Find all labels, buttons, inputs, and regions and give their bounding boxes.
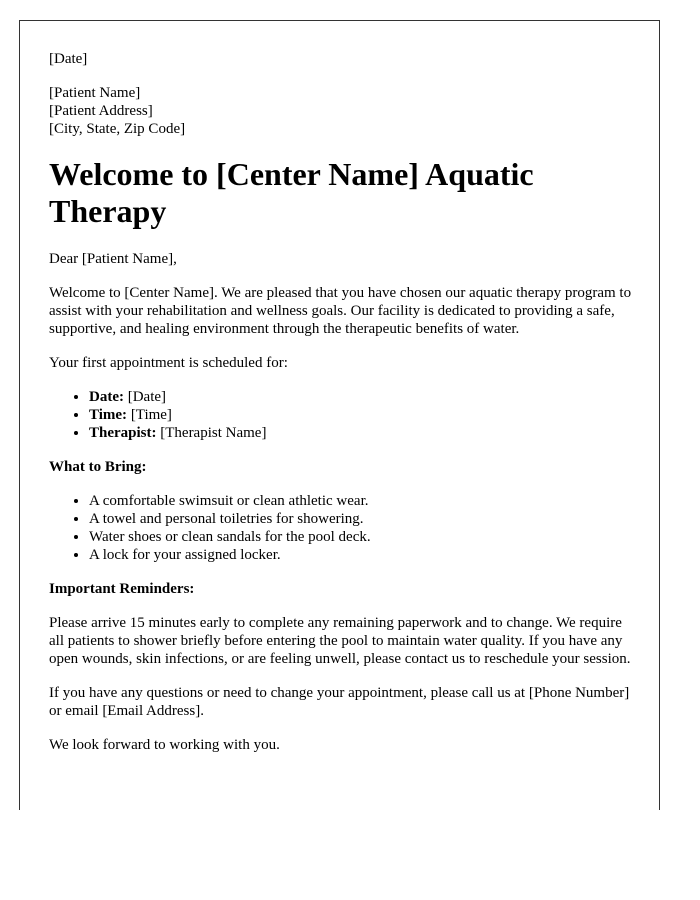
what-to-bring-list <box>49 492 634 564</box>
appointment-therapist-item <box>89 424 634 442</box>
recipient-address <box>49 84 634 138</box>
appointment-intro: Your first appointment is scheduled for: <box>49 355 288 371</box>
letter-date: [Date] <box>49 51 88 67</box>
appointment-time-label: Time: <box>89 407 128 423</box>
salutation: Dear [Patient Name], <box>49 251 177 267</box>
letter-page <box>19 20 660 810</box>
intro-paragraph: Welcome to [Center Name]. We are pleased that you have chosen our aquatic therapy program to assist with your rehabilitation and wellness goals. Our facility is dedicated to providing a safe, supportive, and healing environment through the therapeutic benefits of water. <box>49 285 632 337</box>
what-to-bring-heading: What to Bring: <box>49 459 147 475</box>
list-item: • A lock for your assigned locker. <box>89 546 634 564</box>
closing-line: We look forward to working with you. <box>49 737 280 753</box>
recipient-name: [Patient Name] <box>49 85 141 101</box>
appointment-time-item <box>89 406 634 424</box>
recipient-street: [Patient Address] <box>49 103 153 119</box>
list-item: • A comfortable swimsuit or clean athletic wear. <box>89 492 634 510</box>
contact-paragraph: If you have any questions or need to change your appointment, please call us at [Phone Number] or email [Email Address]. <box>49 685 630 719</box>
recipient-city-state-zip: [City, State, Zip Code] <box>49 121 186 137</box>
appointment-time-value: [Time] <box>130 407 172 423</box>
appointment-date-item <box>89 388 634 406</box>
appointment-therapist-value: [Therapist Name] <box>160 425 267 441</box>
list-item: • Water shoes or clean sandals for the pool deck. <box>89 528 634 546</box>
appointment-therapist-label: Therapist: <box>89 425 157 441</box>
appointment-details-list <box>49 388 634 442</box>
letter-body <box>49 50 634 770</box>
letter-title: Welcome to [Center Name] Aquatic Therapy <box>49 156 534 229</box>
important-reminders-heading: Important Reminders: <box>49 581 195 597</box>
appointment-date-value: [Date] <box>127 389 167 405</box>
list-item: • A towel and personal toiletries for showering. <box>89 510 634 528</box>
appointment-date-label: Date: <box>89 389 124 405</box>
reminders-paragraph: Please arrive 15 minutes early to complete any remaining paperwork and to change. We require all patients to shower briefly before entering the pool to maintain water quality. If you have any open wounds, skin infections, or are feeling unwell, please contact us to reschedule your session. <box>49 615 631 667</box>
